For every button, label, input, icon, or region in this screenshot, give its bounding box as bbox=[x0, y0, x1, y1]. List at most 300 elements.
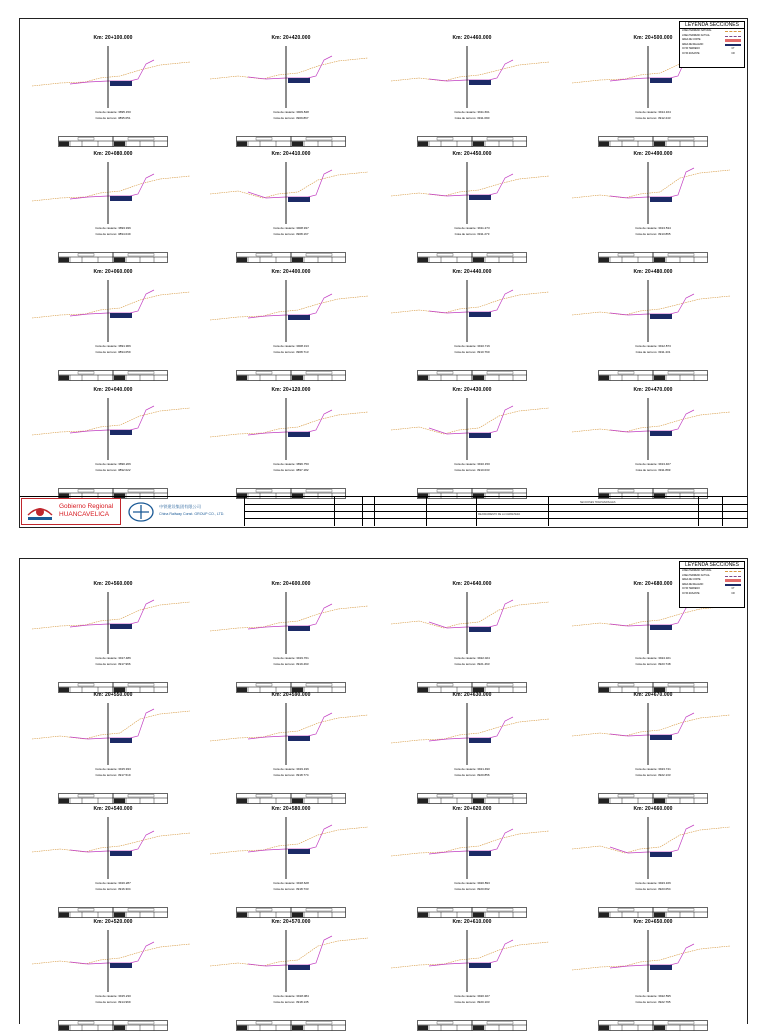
cross-section-profile bbox=[208, 813, 374, 881]
cross-section bbox=[387, 269, 557, 381]
legend-item-label: COTA RASANTE bbox=[682, 592, 700, 595]
cota-terreno-label: Cota de terreno: 3920.103 bbox=[454, 1000, 490, 1004]
design-section-line bbox=[248, 170, 332, 198]
cota-terreno-label: Cota de terreno: 3911.273 bbox=[454, 232, 490, 236]
cota-rasante-label: Cota de rasante: 3890.206 bbox=[95, 462, 131, 466]
legend-item-label: LINEA TERRENO NATURAL bbox=[682, 570, 712, 572]
fill-area bbox=[110, 430, 132, 435]
title-block-cell bbox=[548, 497, 698, 526]
area-volume-table bbox=[417, 907, 527, 918]
cross-section bbox=[568, 387, 738, 499]
design-section-line bbox=[429, 600, 513, 628]
design-section-line bbox=[610, 294, 694, 315]
legend-swatch bbox=[725, 31, 741, 32]
cota-rasante-label: Cota de rasante: 3915.230 bbox=[95, 994, 131, 998]
title-block-cell bbox=[698, 497, 722, 526]
area-volume-table bbox=[598, 793, 708, 804]
natural-terrain-line bbox=[572, 715, 730, 736]
cota-rasante-label: Cota de rasante: 3895.150 bbox=[95, 110, 131, 114]
title-block-cell bbox=[476, 497, 548, 526]
design-section-line bbox=[70, 60, 154, 84]
cota-rasante-label: Cota de rasante: 3923.741 bbox=[635, 767, 671, 771]
fill-area bbox=[650, 735, 672, 740]
section-station-title: Km: 20+670.000 bbox=[633, 692, 673, 698]
cota-terreno-label: Cota de terreno: 3910.033 bbox=[454, 468, 490, 472]
legend-item bbox=[680, 592, 744, 597]
design-section-line bbox=[70, 831, 154, 852]
cross-section bbox=[28, 806, 198, 918]
regional-emblem-icon bbox=[25, 501, 55, 522]
legend-item-label: AREA DE RELLENO bbox=[682, 583, 704, 586]
design-section-line bbox=[70, 942, 154, 964]
fill-area bbox=[110, 196, 132, 201]
section-station-title: Km: 20+440.000 bbox=[452, 269, 492, 275]
fill-area bbox=[110, 624, 132, 629]
section-station-title: Km: 20+520.000 bbox=[93, 919, 133, 925]
section-station-title: Km: 20+420.000 bbox=[271, 35, 311, 41]
natural-terrain-line bbox=[572, 296, 730, 315]
cross-section-profile bbox=[389, 926, 555, 994]
cross-section-profile bbox=[389, 276, 555, 344]
cross-section bbox=[387, 919, 557, 1031]
cota-rasante-label: Cota de rasante: 3914.164 bbox=[635, 110, 671, 114]
area-volume-table bbox=[598, 252, 708, 263]
design-section-line bbox=[429, 60, 513, 81]
design-section-line bbox=[248, 825, 332, 852]
cota-terreno-label: Cota de terreno: 3908.167 bbox=[273, 232, 309, 236]
section-station-title: Km: 20+630.000 bbox=[452, 692, 492, 698]
cross-section bbox=[28, 919, 198, 1031]
cross-section-profile bbox=[208, 158, 374, 226]
legend-item-label: LINEA TERRENO NATURAL bbox=[682, 30, 712, 32]
area-volume-table bbox=[598, 907, 708, 918]
natural-terrain-line bbox=[391, 408, 549, 434]
design-section-line bbox=[610, 944, 694, 968]
company-name-cn: 中铁建设集团有限公司 bbox=[159, 504, 201, 509]
legend-item-label: COTA RASANTE bbox=[682, 52, 700, 55]
area-volume-table bbox=[58, 252, 168, 263]
cota-terreno-label: Cota de terreno: 3918.733 bbox=[273, 887, 309, 891]
natural-terrain-line bbox=[572, 606, 730, 626]
cota-rasante-label: Cota de rasante: 3896.750 bbox=[273, 462, 309, 466]
title-block-cell bbox=[722, 497, 748, 526]
natural-terrain-line bbox=[391, 176, 549, 196]
section-station-title: Km: 20+660.000 bbox=[633, 806, 673, 812]
natural-terrain-line bbox=[210, 938, 368, 966]
cota-terreno-label: Cota de terreno: 3911.899 bbox=[635, 468, 671, 472]
fill-area bbox=[650, 625, 672, 630]
cota-rasante-label: Cota de rasante: 3918.084 bbox=[273, 994, 309, 998]
section-station-title: Km: 20+610.000 bbox=[452, 919, 492, 925]
cross-section-profile bbox=[30, 158, 196, 226]
design-section-line bbox=[248, 936, 332, 966]
cross-section bbox=[387, 692, 557, 804]
section-station-title: Km: 20+580.000 bbox=[271, 806, 311, 812]
cota-rasante-label: Cota de rasante: 3916.287 bbox=[95, 881, 131, 885]
fill-area bbox=[288, 849, 310, 854]
area-volume-table bbox=[58, 136, 168, 147]
natural-terrain-line bbox=[32, 711, 190, 739]
cota-terreno-label: Cota de terreno: 3914.969 bbox=[95, 1000, 131, 1004]
fill-area bbox=[288, 315, 310, 320]
fill-area bbox=[288, 432, 310, 437]
area-volume-table bbox=[236, 793, 346, 804]
cross-section bbox=[206, 806, 376, 918]
section-station-title: Km: 20+410.000 bbox=[271, 151, 311, 157]
cross-section bbox=[206, 919, 376, 1031]
fill-area bbox=[650, 197, 672, 202]
gobierno-regional-logo bbox=[21, 498, 121, 525]
cross-section bbox=[568, 269, 738, 381]
cross-section bbox=[568, 919, 738, 1031]
cota-terreno-label: Cota de terreno: 3908.713 bbox=[273, 350, 309, 354]
project-name: MEJORAMIENTO DE LA CARRETERA bbox=[478, 513, 521, 516]
cross-section-profile bbox=[570, 813, 736, 881]
cross-section bbox=[206, 387, 376, 499]
cota-terreno-label: Cota de terreno: 3895.051 bbox=[95, 116, 131, 120]
cross-section-profile bbox=[389, 42, 555, 110]
natural-terrain-line bbox=[391, 62, 549, 81]
legend-item-value: CT bbox=[731, 48, 735, 51]
design-section-line bbox=[248, 56, 332, 79]
cross-section bbox=[28, 151, 198, 263]
fill-area bbox=[110, 738, 132, 743]
cota-rasante-label: Cota de rasante: 3921.490 bbox=[454, 767, 490, 771]
cross-section bbox=[28, 35, 198, 147]
fill-area bbox=[110, 81, 132, 86]
legend-item-value: CT bbox=[731, 588, 735, 591]
natural-terrain-line bbox=[391, 602, 549, 628]
title-block-cell bbox=[362, 497, 374, 526]
legend-swatch bbox=[725, 571, 741, 572]
design-section-line bbox=[429, 829, 513, 854]
design-section-line bbox=[70, 600, 154, 627]
fill-area bbox=[288, 736, 310, 741]
legend-item-label: AREA DE CORTE bbox=[682, 39, 701, 42]
area-volume-table bbox=[417, 136, 527, 147]
cross-section bbox=[206, 692, 376, 804]
cross-section-profile bbox=[208, 588, 374, 656]
design-section-line bbox=[70, 290, 154, 316]
section-station-title: Km: 20+470.000 bbox=[633, 387, 673, 393]
cross-section-profile bbox=[389, 699, 555, 767]
design-section-line bbox=[429, 717, 513, 741]
area-volume-table bbox=[417, 252, 527, 263]
legend-item-label: COTA TERRENO bbox=[682, 588, 700, 591]
cota-rasante-label: Cota de rasante: 3920.893 bbox=[454, 881, 490, 885]
title-block-cell bbox=[426, 497, 476, 526]
area-volume-table bbox=[236, 136, 346, 147]
section-station-title: Km: 20+600.000 bbox=[271, 581, 311, 587]
cota-rasante-label: Cota de rasante: 3915.933 bbox=[95, 767, 131, 771]
cota-rasante-label: Cota de rasante: 3891.966 bbox=[95, 344, 131, 348]
cota-terreno-label: Cota de terreno: 3916.304 bbox=[95, 887, 131, 891]
section-station-title: Km: 20+100.000 bbox=[93, 35, 133, 41]
cota-rasante-label: Cota de rasante: 3909.848 bbox=[273, 110, 309, 114]
natural-terrain-line bbox=[572, 412, 730, 432]
section-station-title: Km: 20+540.000 bbox=[93, 806, 133, 812]
legend-title: LEYENDA SECCIONES bbox=[680, 22, 744, 29]
cross-section-profile bbox=[208, 394, 374, 462]
cota-rasante-label: Cota de rasante: 3923.166 bbox=[635, 881, 671, 885]
cota-rasante-label: Cota de rasante: 3917.486 bbox=[95, 656, 131, 660]
cross-section bbox=[568, 151, 738, 263]
fill-area bbox=[650, 78, 672, 83]
area-volume-table bbox=[58, 793, 168, 804]
area-volume-table bbox=[417, 1020, 527, 1031]
cota-terreno-label: Cota de terreno: 3917.519 bbox=[95, 773, 131, 777]
section-station-title: Km: 20+460.000 bbox=[452, 35, 492, 41]
gov-name-line1: Gobierno Regional bbox=[59, 503, 114, 510]
area-volume-table bbox=[236, 907, 346, 918]
cross-section-profile bbox=[389, 394, 555, 462]
fill-area bbox=[288, 78, 310, 83]
section-station-title: Km: 20+060.000 bbox=[93, 269, 133, 275]
title-block-cell bbox=[334, 497, 362, 526]
cota-rasante-label: Cota de rasante: 3918.628 bbox=[273, 881, 309, 885]
area-volume-table bbox=[598, 370, 708, 381]
area-volume-table bbox=[236, 370, 346, 381]
section-station-title: Km: 20+620.000 bbox=[452, 806, 492, 812]
cross-section-profile bbox=[208, 276, 374, 344]
cota-rasante-label: Cota de rasante: 3910.150 bbox=[454, 462, 490, 466]
cota-rasante-label: Cota de rasante: 3919.761 bbox=[273, 656, 309, 660]
cota-rasante-label: Cota de rasante: 3920.327 bbox=[454, 994, 490, 998]
section-station-title: Km: 20+480.000 bbox=[633, 269, 673, 275]
cross-section-profile bbox=[570, 926, 736, 994]
drawing-title: SECCIONES TRANSVERSALES bbox=[580, 501, 616, 504]
cross-section bbox=[387, 581, 557, 693]
cross-section bbox=[206, 269, 376, 381]
legend-box bbox=[679, 561, 745, 608]
cota-terreno-label: Cota de terreno: 3920.692 bbox=[454, 887, 490, 891]
fill-area bbox=[650, 965, 672, 970]
design-section-line bbox=[610, 168, 694, 198]
cota-rasante-label: Cota de rasante: 3922.024 bbox=[454, 656, 490, 660]
section-station-title: Km: 20+450.000 bbox=[452, 151, 492, 157]
drawing-sheet-2 bbox=[19, 558, 748, 1024]
area-volume-table bbox=[58, 907, 168, 918]
fill-area bbox=[469, 80, 491, 85]
legend-item bbox=[680, 52, 744, 57]
cota-rasante-label: Cota de rasante: 3922.595 bbox=[635, 994, 671, 998]
fill-area bbox=[110, 313, 132, 318]
cota-terreno-label: Cota de terreno: 3922.133 bbox=[635, 773, 671, 777]
fill-area bbox=[469, 738, 491, 743]
fill-area bbox=[288, 626, 310, 631]
cota-terreno-label: Cota de terreno: 3894.049 bbox=[95, 232, 131, 236]
cross-section bbox=[206, 151, 376, 263]
cota-terreno-label: Cota de terreno: 3911.431 bbox=[635, 350, 671, 354]
legend-box bbox=[679, 21, 745, 68]
natural-terrain-line bbox=[572, 827, 730, 853]
cross-section-profile bbox=[30, 926, 196, 994]
fill-area bbox=[469, 312, 491, 317]
fill-area bbox=[288, 965, 310, 970]
fill-area bbox=[650, 852, 672, 857]
fill-area bbox=[469, 195, 491, 200]
area-volume-table bbox=[598, 136, 708, 147]
design-section-line bbox=[248, 713, 332, 739]
design-section-line bbox=[248, 604, 332, 629]
natural-terrain-line bbox=[210, 172, 368, 198]
fill-area bbox=[110, 963, 132, 968]
section-station-title: Km: 20+490.000 bbox=[633, 151, 673, 157]
cota-rasante-label: Cota de rasante: 3910.716 bbox=[454, 344, 490, 348]
design-section-line bbox=[248, 410, 332, 435]
title-block bbox=[20, 496, 747, 527]
area-volume-table bbox=[58, 370, 168, 381]
cross-section-profile bbox=[570, 158, 736, 226]
cota-terreno-label: Cota de terreno: 3909.867 bbox=[273, 116, 309, 120]
area-volume-table bbox=[417, 793, 527, 804]
section-station-title: Km: 20+430.000 bbox=[452, 387, 492, 393]
cross-section bbox=[568, 806, 738, 918]
cross-section bbox=[206, 581, 376, 693]
cota-rasante-label: Cota de rasante: 3893.936 bbox=[95, 226, 131, 230]
company-logo bbox=[123, 498, 241, 525]
legend-item-label: COTA TERRENO bbox=[682, 48, 700, 51]
fill-area bbox=[650, 314, 672, 319]
design-section-line bbox=[610, 713, 694, 736]
area-volume-table bbox=[598, 1020, 708, 1031]
design-section-line bbox=[429, 940, 513, 966]
cota-rasante-label: Cota de rasante: 3913.407 bbox=[635, 462, 671, 466]
design-section-line bbox=[429, 290, 513, 313]
fill-area bbox=[469, 433, 491, 438]
cota-terreno-label: Cota de terreno: 3921.463 bbox=[454, 662, 490, 666]
cota-terreno-label: Cota de terreno: 3912.243 bbox=[635, 116, 671, 120]
section-station-title: Km: 20+640.000 bbox=[452, 581, 492, 587]
cross-section bbox=[28, 387, 198, 499]
legend-swatch bbox=[725, 576, 741, 577]
cross-section-profile bbox=[208, 699, 374, 767]
natural-terrain-line bbox=[32, 944, 190, 964]
cross-section bbox=[387, 387, 557, 499]
cota-rasante-label: Cota de rasante: 3913.534 bbox=[635, 226, 671, 230]
cross-section-profile bbox=[30, 394, 196, 462]
cross-section-profile bbox=[30, 276, 196, 344]
section-station-title: Km: 20+680.000 bbox=[633, 581, 673, 587]
cota-rasante-label: Cota de rasante: 3911.661 bbox=[454, 110, 490, 114]
cota-terreno-label: Cota de terreno: 3922.795 bbox=[635, 1000, 671, 1004]
cota-terreno-label: Cota de terreno: 3923.748 bbox=[635, 662, 671, 666]
cross-section-profile bbox=[570, 394, 736, 462]
company-name-en: China Railway Const. GROUP CO., LTD. bbox=[159, 512, 225, 516]
design-section-line bbox=[70, 709, 154, 739]
legend-swatch bbox=[725, 44, 741, 46]
cross-section-profile bbox=[389, 588, 555, 656]
drawing-sheet-1 bbox=[19, 18, 748, 528]
cota-terreno-label: Cota de terreno: 3910.760 bbox=[454, 350, 490, 354]
natural-terrain-line bbox=[32, 833, 190, 852]
title-block-cell bbox=[374, 497, 426, 526]
cota-terreno-label: Cota de terreno: 3920.856 bbox=[454, 773, 490, 777]
design-section-line bbox=[429, 406, 513, 434]
legend-title: LEYENDA SECCIONES bbox=[680, 562, 744, 569]
cota-terreno-label: Cota de terreno: 3913.865 bbox=[635, 232, 671, 236]
cross-section bbox=[387, 806, 557, 918]
section-station-title: Km: 20+560.000 bbox=[93, 581, 133, 587]
section-station-title: Km: 20+080.000 bbox=[93, 151, 133, 157]
cross-section-profile bbox=[570, 699, 736, 767]
natural-terrain-line bbox=[572, 170, 730, 198]
cota-terreno-label: Cota de terreno: 3923.054 bbox=[635, 887, 671, 891]
fill-area bbox=[469, 851, 491, 856]
legend-swatch bbox=[725, 39, 741, 41]
cota-rasante-label: Cota de rasante: 3919.196 bbox=[273, 767, 309, 771]
cross-section-profile bbox=[389, 813, 555, 881]
natural-terrain-line bbox=[210, 58, 368, 79]
design-section-line bbox=[248, 294, 332, 318]
area-volume-table bbox=[236, 252, 346, 263]
legend-swatch bbox=[725, 584, 741, 586]
section-station-title: Km: 20+040.000 bbox=[93, 387, 133, 393]
cross-section-profile bbox=[30, 588, 196, 656]
cota-rasante-label: Cota de rasante: 3912.873 bbox=[635, 344, 671, 348]
section-station-title: Km: 20+590.000 bbox=[271, 692, 311, 698]
cota-terreno-label: Cota de terreno: 3892.022 bbox=[95, 468, 131, 472]
cross-section bbox=[206, 35, 376, 147]
cross-section-profile bbox=[208, 42, 374, 110]
cross-section bbox=[28, 692, 198, 804]
legend-item-label: AREA DE RELLENO bbox=[682, 43, 704, 46]
design-section-line bbox=[70, 174, 154, 199]
section-station-title: Km: 20+550.000 bbox=[93, 692, 133, 698]
cota-terreno-label: Cota de terreno: 3918.774 bbox=[273, 773, 309, 777]
section-station-title: Km: 20+120.000 bbox=[271, 387, 311, 393]
cross-section-profile bbox=[570, 276, 736, 344]
legend-item-label: LINEA TERRENO ACTUAL bbox=[682, 34, 710, 37]
cross-section-profile bbox=[389, 158, 555, 226]
fill-area bbox=[288, 197, 310, 202]
legend-swatch bbox=[725, 579, 741, 581]
design-section-line bbox=[70, 406, 154, 433]
legend-item-label: LINEA TERRENO ACTUAL bbox=[682, 574, 710, 577]
cota-terreno-label: Cota de terreno: 3918.135 bbox=[273, 1000, 309, 1004]
company-emblem-icon bbox=[127, 501, 155, 523]
legend-item-value: CR bbox=[731, 52, 735, 55]
cross-section bbox=[568, 692, 738, 804]
fill-area bbox=[469, 963, 491, 968]
cota-rasante-label: Cota de rasante: 3911.273 bbox=[454, 226, 490, 230]
legend-item-value: CR bbox=[731, 592, 735, 595]
section-station-title: Km: 20+570.000 bbox=[271, 919, 311, 925]
area-volume-table bbox=[58, 1020, 168, 1031]
cota-terreno-label: Cota de terreno: 3911.090 bbox=[454, 116, 490, 120]
design-section-line bbox=[610, 825, 694, 853]
cross-section-profile bbox=[30, 813, 196, 881]
section-station-title: Km: 20+500.000 bbox=[633, 35, 673, 41]
fill-area bbox=[469, 627, 491, 632]
cota-terreno-label: Cota de terreno: 3897.182 bbox=[273, 468, 309, 472]
cota-terreno-label: Cota de terreno: 3919.493 bbox=[273, 662, 309, 666]
area-volume-table bbox=[417, 370, 527, 381]
cross-section-profile bbox=[30, 42, 196, 110]
gov-name-line2: HUANCAVELICA bbox=[59, 511, 110, 518]
design-section-line bbox=[610, 410, 694, 432]
cota-terreno-label: Cota de terreno: 3917.966 bbox=[95, 662, 131, 666]
cota-rasante-label: Cota de rasante: 3908.313 bbox=[273, 344, 309, 348]
legend-item-label: AREA DE CORTE bbox=[682, 579, 701, 582]
cross-section bbox=[387, 35, 557, 147]
cross-section bbox=[28, 581, 198, 693]
fill-area bbox=[650, 431, 672, 436]
cross-section bbox=[387, 151, 557, 263]
cross-section-profile bbox=[30, 699, 196, 767]
area-volume-table bbox=[236, 1020, 346, 1031]
design-section-line bbox=[429, 174, 513, 196]
